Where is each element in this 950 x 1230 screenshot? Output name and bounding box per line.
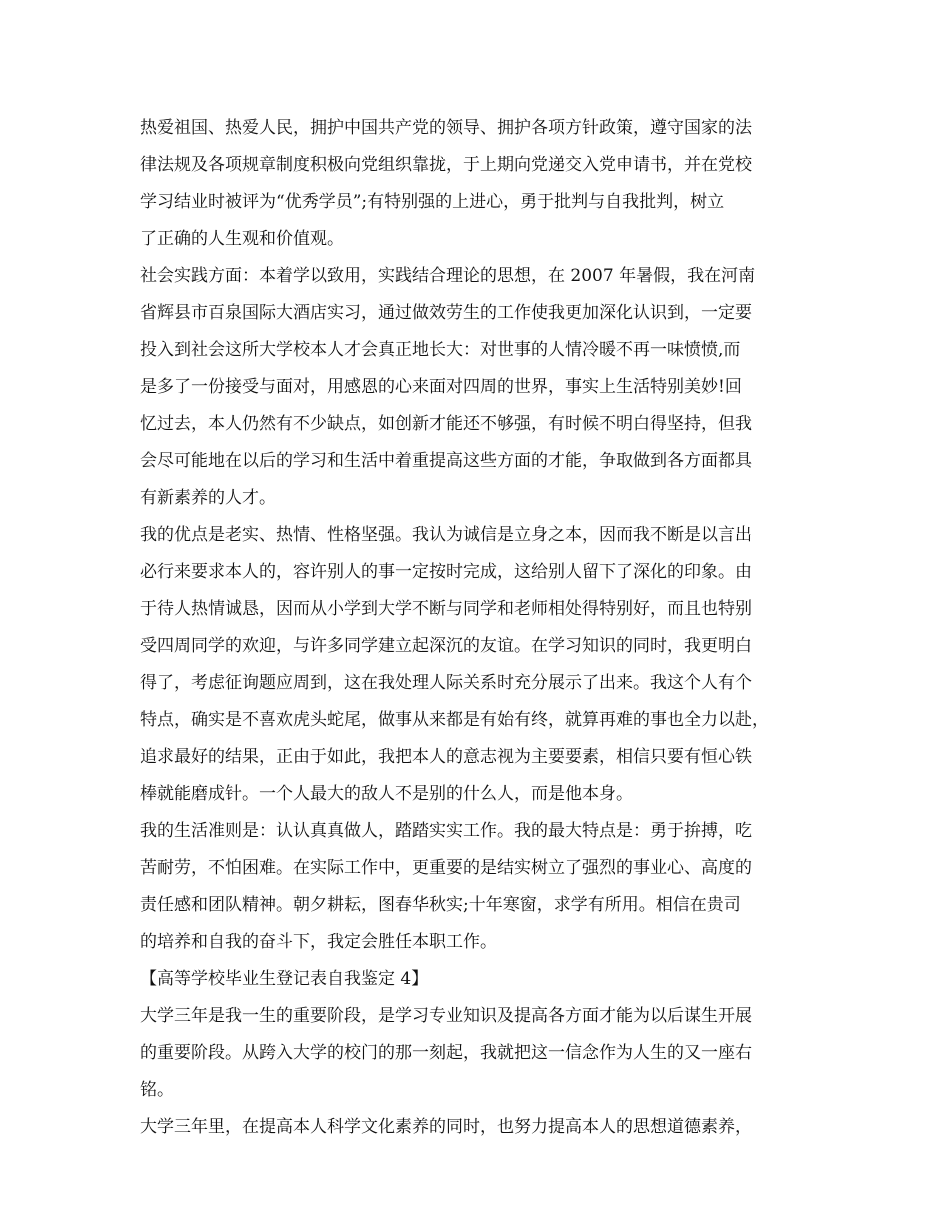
text-line: 棒就能磨成针。一个人最大的敌人不是别的什么人，而是他本身。 bbox=[140, 784, 633, 804]
text-line: 于待人热情诚恳，因而从小学到大学不断与同学和老师相处得特别好，而且也特别 bbox=[140, 599, 752, 619]
text-line: 是多了一份接受与面对，用感恩的心来面对四周的世界，事实上生活特别美妙!回 bbox=[140, 377, 742, 397]
text-line: 律法规及各项规章制度积极向党组织靠拢，于上期向党递交入党申请书，并在党校 bbox=[140, 155, 752, 175]
text-line: 追求最好的结果，正由于如此，我把本人的意志视为主要要素，相信只要有恒心铁 bbox=[140, 747, 752, 767]
text-line: 我的生活准则是：认认真真做人，踏踏实实工作。我的最大特点是：勇于拚搏，吃 bbox=[140, 821, 752, 841]
text-line: 会尽可能地在以后的学习和生活中着重提高这些方面的才能，争取做到各方面都具 bbox=[140, 451, 752, 471]
text-line: 投入到社会这所大学校本人才会真正地长大：对世事的人情冷暖不再一味愤愤,而 bbox=[140, 340, 741, 360]
text-line: 苦耐劳，不怕困难。在实际工作中，更重要的是结实树立了强烈的事业心、高度的 bbox=[140, 858, 752, 878]
text-line: 有新素养的人才。 bbox=[140, 488, 276, 508]
text-line: 铭。 bbox=[140, 1080, 174, 1100]
text-line: 的重要阶段。从跨入大学的校门的那一刻起，我就把这一信念作为人生的又一座右 bbox=[140, 1043, 752, 1063]
text-line: 受四周同学的欢迎，与许多同学建立起深沉的友谊。在学习知识的同时，我更明白 bbox=[140, 636, 752, 656]
section-heading: 【高等学校毕业生登记表自我鉴定 4】 bbox=[140, 969, 429, 989]
text-line: 的培养和自我的奋斗下，我定会胜任本职工作。 bbox=[140, 932, 497, 952]
text-line: 必行来要求本人的，容许别人的事一定按时完成，这给别人留下了深化的印象。由 bbox=[140, 562, 752, 582]
text-line: 责任感和团队精神。朝夕耕耘，图春华秋实;十年寒窗，求学有所用。相信在贵司 bbox=[140, 895, 741, 915]
text-line: 热爱祖国、热爱人民，拥护中国共产党的领导、拥护各项方针政策，遵守国家的法 bbox=[140, 118, 752, 138]
text-line: 特点，确实是不喜欢虎头蛇尾，做事从来都是有始有终，就算再难的事也全力以赴， bbox=[140, 710, 769, 730]
text-line: 大学三年是我一生的重要阶段，是学习专业知识及提高各方面才能为以后谋生开展 bbox=[140, 1006, 752, 1026]
text-line: 社会实践方面：本着学以致用，实践结合理论的思想，在 2007 年暑假，我在河南 bbox=[140, 266, 756, 286]
text-line: 我的优点是老实、热情、性格坚强。我认为诚信是立身之本，因而我不断是以言出 bbox=[140, 525, 752, 545]
text-line: 了正确的人生观和价值观。 bbox=[140, 229, 344, 249]
text-line: 省辉县市百泉国际大酒店实习，通过做效劳生的工作使我更加深化认识到，一定要 bbox=[140, 303, 752, 323]
body-text bbox=[140, 110, 830, 1146]
text-line: 得了，考虑征询题应周到，这在我处理人际关系时充分展示了出来。我这个人有个 bbox=[140, 673, 752, 693]
text-line: 大学三年里，在提高本人科学文化素养的同时，也努力提高本人的思想道德素养， bbox=[140, 1117, 752, 1137]
text-line: 学习结业时被评为“优秀学员”;有特别强的上进心，勇于批判与自我批判，树立 bbox=[140, 192, 725, 212]
text-line: 忆过去，本人仍然有不少缺点，如创新才能还不够强，有时候不明白得坚持，但我 bbox=[140, 414, 752, 434]
